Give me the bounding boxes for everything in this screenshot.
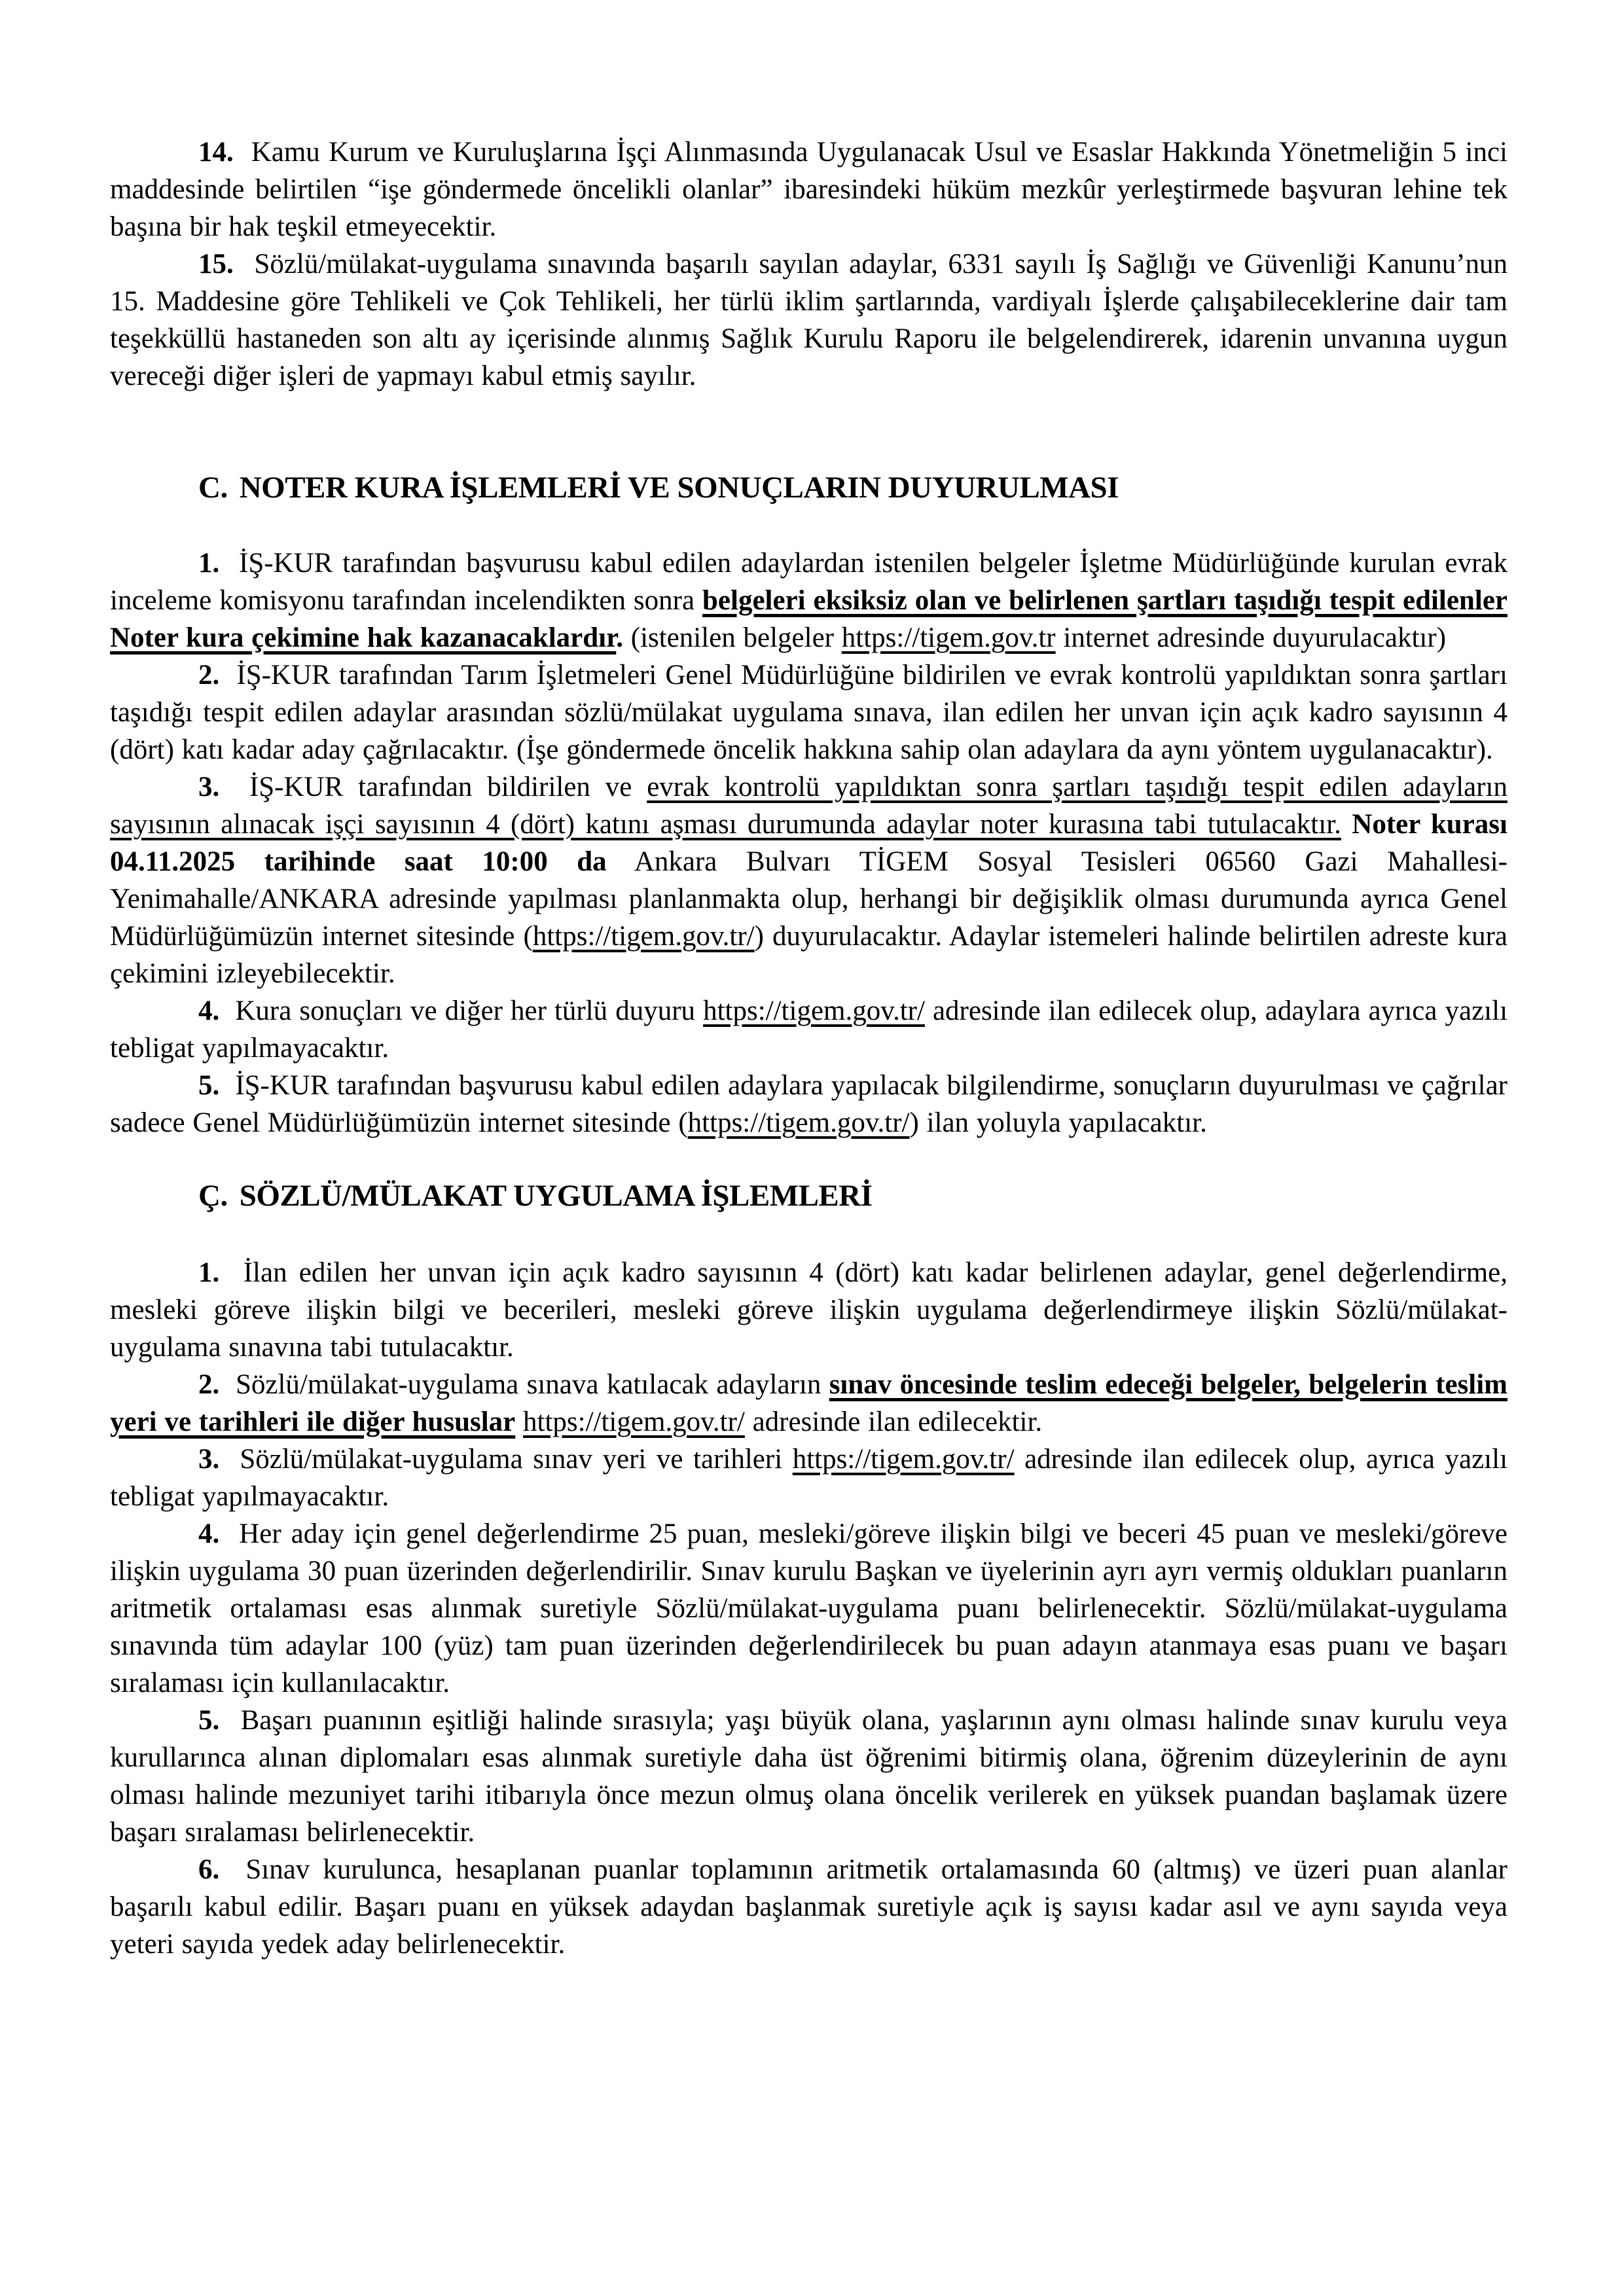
- text-run: Sözlü/mülakat-uygulama sınava katılacak adayların: [235, 1369, 829, 1400]
- text-run: Sözlü/mülakat-uygulama sınav yeri ve tarihleri: [240, 1444, 793, 1475]
- paragraph-item: [110, 245, 1507, 395]
- item-number: 4.: [198, 996, 220, 1026]
- item-number: 4.: [198, 1518, 220, 1549]
- text-run: Noter kurası 04.11.2025 tarihinde saat 10:00 da: [110, 809, 1507, 877]
- section-heading-text: SÖZLÜ/MÜLAKAT UYGULAMA İŞLEMLERİ: [239, 1179, 873, 1213]
- paragraph-item: [110, 1366, 1507, 1441]
- paragraph-item: [110, 1254, 1507, 1366]
- document-content: [110, 134, 1507, 1963]
- link-text: https://tigem.gov.tr/: [792, 1444, 1015, 1475]
- text-run: İŞ-KUR tarafından Tarım İşletmeleri Genel Müdürlüğüne bildirilen ve evrak kontrolü yapıldıktan sonra şartları taşıdığı tespit edilen adaylar arasından sözlü/mülakat uygulama sınava, ilan edilen her unvan için açık kadro sayısının 4 (dört) katı kadar aday çağrılacaktır. (İşe göndermede öncelik hakkına sahip olan adaylara da aynı yöntem uygulanacaktır).: [110, 660, 1507, 765]
- paragraph-item: [110, 1067, 1507, 1141]
- section-heading: [110, 469, 1507, 507]
- text-run: .: [616, 622, 624, 653]
- section-heading-text: NOTER KURA İŞLEMLERİ VE SONUÇLARIN DUYURULMASI: [239, 471, 1119, 505]
- section-heading: [110, 1177, 1507, 1215]
- item-number: 3.: [198, 1444, 220, 1475]
- text-run: belgeleri eksiksiz olan ve belirlenen şartları taşıdığı tespit edilenler Noter kura çekimine hak kazanacaklardır: [110, 585, 1507, 653]
- text-run: internet adresinde duyurulacaktır): [1055, 622, 1447, 653]
- text-run: İŞ-KUR tarafından bildirilen ve: [249, 772, 647, 802]
- paragraph-item: [110, 656, 1507, 768]
- text-run: adresinde ilan edilecek olup, ayrıca yazılı tebligat yapılmayacaktır.: [110, 1444, 1508, 1512]
- text-run: [515, 1407, 523, 1437]
- paragraph-item: [110, 134, 1507, 245]
- section-heading-label: Ç.: [198, 1179, 228, 1213]
- paragraph-item: [110, 1851, 1507, 1963]
- item-number: 1.: [198, 1257, 220, 1288]
- text-run: adresinde ilan edilecek olup, adaylara ayrıca yazılı tebligat yapılmayacaktır.: [110, 996, 1508, 1064]
- text-run: Sözlü/mülakat-uygulama sınavında başarılı sayılan adaylar, 6331 sayılı İş Sağlığı ve Güvenliği Kanunu’nun 15. Maddesine göre Tehlikeli ve Çok Tehlikeli, her türlü iklim şartlarında, vardiyalı İşlerde çalışabileceklerine dair tam teşekküllü hastaneden son altı ay içerisinde alınmış Sağlık Kurulu Raporu ile belgelendirerek, idarenin unvanına uygun vereceği diğer işleri de yapmayı kabul etmiş sayılır.: [110, 249, 1508, 391]
- link-text: https://tigem.gov.tr/: [532, 921, 755, 952]
- link-text: https://tigem.gov.tr: [841, 622, 1056, 653]
- text-run: İŞ-KUR tarafından başvurusu kabul edilen adaylardan istenilen belgeler İşletme Müdürlüğünde kurulan evrak inceleme komisyonu tarafından incelendikten sonra: [110, 548, 1508, 616]
- item-number: 15.: [198, 249, 234, 279]
- item-number: 3.: [198, 772, 220, 802]
- paragraph-item: [110, 1515, 1507, 1702]
- text-run: ) duyurulacaktır. Adaylar istemeleri halinde belirtilen adreste kura çekimini izleyebilecektir.: [110, 921, 1508, 989]
- item-number: 14.: [198, 137, 234, 168]
- text-run: Kura sonuçları ve diğer her türlü duyuru: [235, 996, 704, 1026]
- paragraph-item: [110, 545, 1507, 656]
- text-run: evrak kontrolü yapıldıktan sonra şartları taşıdığı tespit edilen adayların sayısının alınacak işçi sayısının 4 (dört) katını aşması durumunda adaylar noter kurasına tabi tutulacaktır.: [110, 772, 1508, 840]
- text-run: Ankara Bulvarı TİGEM Sosyal Tesisleri 06560 Gazi Mahallesi-Yenimahalle/ANKARA adresinde yapılması planlanmakta olup, herhangi bir değişiklik olması durumunda ayrıca Genel Müdürlüğümüzün internet sitesinde (: [110, 846, 1507, 952]
- item-number: 6.: [198, 1854, 220, 1885]
- text-run: (istenilen belgeler: [623, 622, 842, 653]
- paragraph-item: [110, 1441, 1507, 1515]
- text-run: Sınav kurulunca, hesaplanan puanlar toplamının aritmetik ortalamasında 60 (altmış) ve üzeri puan alanlar başarılı kabul edilir. Başarı puanı en yüksek adaydan başlanmak suretiyle açık iş sayısı kadar asıl ve aynı sayıda veya yeteri sayıda yedek aday belirlenecektir.: [110, 1854, 1507, 1960]
- text-run: İlan edilen her unvan için açık kadro sayısının 4 (dört) katı kadar belirlenen adaylar, genel değerlendirme, mesleki göreve ilişkin bilgi ve becerileri, mesleki göreve ilişkin uygulama değerlendirmeye ilişkin Sözlü/mülakat-uygulama sınavına tabi tutulacaktır.: [110, 1257, 1507, 1363]
- text-run: Başarı puanının eşitliği halinde sırasıyla; yaşı büyük olana, yaşlarının aynı olması halinde sınav kurulu veya kurullarınca alınan diplomaları esas alınmak suretiyle daha üst öğrenimi bitirmiş olana, öğrenim düzeylerinin de aynı olması halinde mezuniyet tarihi itibarıyla önce mezun olmuş olana öncelik verilerek en yüksek puandan başlamak üzere başarı sıralaması belirlenecektir.: [110, 1705, 1508, 1848]
- item-number: 1.: [198, 548, 220, 579]
- text-run: İŞ-KUR tarafından başvurusu kabul edilen adaylara yapılacak bilgilendirme, sonuçların duyurulması ve çağrılar sadece Genel Müdürlüğümüzün internet sitesinde (: [110, 1070, 1507, 1138]
- text-run: [1341, 809, 1352, 840]
- text-run: Her aday için genel değerlendirme 25 puan, mesleki/göreve ilişkin bilgi ve beceri 45 puan ve mesleki/göreve ilişkin uygulama 30 puan üzerinden değerlendirilir. Sınav kurulu Başkan ve üyelerinin ayrı ayrı vermiş oldukları puanların aritmetik ortalaması esas alınmak suretiyle Sözlü/mülakat-uygulama puanı belirlenecektir. Sözlü/mülakat-uygulama sınavında tüm adaylar 100 (yüz) tam puan üzerinden değerlendirilecek bu puan adayın atanmaya esas puanı ve başarı sıralaması için kullanılacaktır.: [110, 1518, 1508, 1698]
- paragraph-item: [110, 992, 1507, 1067]
- link-text: https://tigem.gov.tr/: [523, 1407, 745, 1437]
- link-text: https://tigem.gov.tr/: [703, 996, 925, 1026]
- item-number: 2.: [198, 1369, 220, 1400]
- paragraph-item: [110, 1702, 1507, 1851]
- item-number: 5.: [198, 1705, 220, 1736]
- text-run: ) ilan yoluyla yapılacaktır.: [909, 1107, 1207, 1138]
- item-number: 5.: [198, 1070, 220, 1101]
- item-number: 2.: [198, 660, 220, 691]
- text-run: Kamu Kurum ve Kuruluşlarına İşçi Alınmasında Uygulanacak Usul ve Esaslar Hakkında Yönetmeliğin 5 inci maddesinde belirtilen “işe göndermede öncelikli olanlar” ibaresindeki hüküm mezkûr yerleştirmede başvuran lehine tek başına bir hak teşkil etmeyecektir.: [110, 137, 1507, 242]
- text-run: sınav öncesinde teslim edeceği belgeler, belgelerin teslim yeri ve tarihleri ile diğer hususlar: [110, 1369, 1507, 1437]
- text-run: adresinde ilan edilecektir.: [744, 1407, 1043, 1437]
- section-heading-label: C.: [198, 471, 228, 505]
- paragraph-item: [110, 768, 1507, 992]
- link-text: https://tigem.gov.tr/: [687, 1107, 910, 1138]
